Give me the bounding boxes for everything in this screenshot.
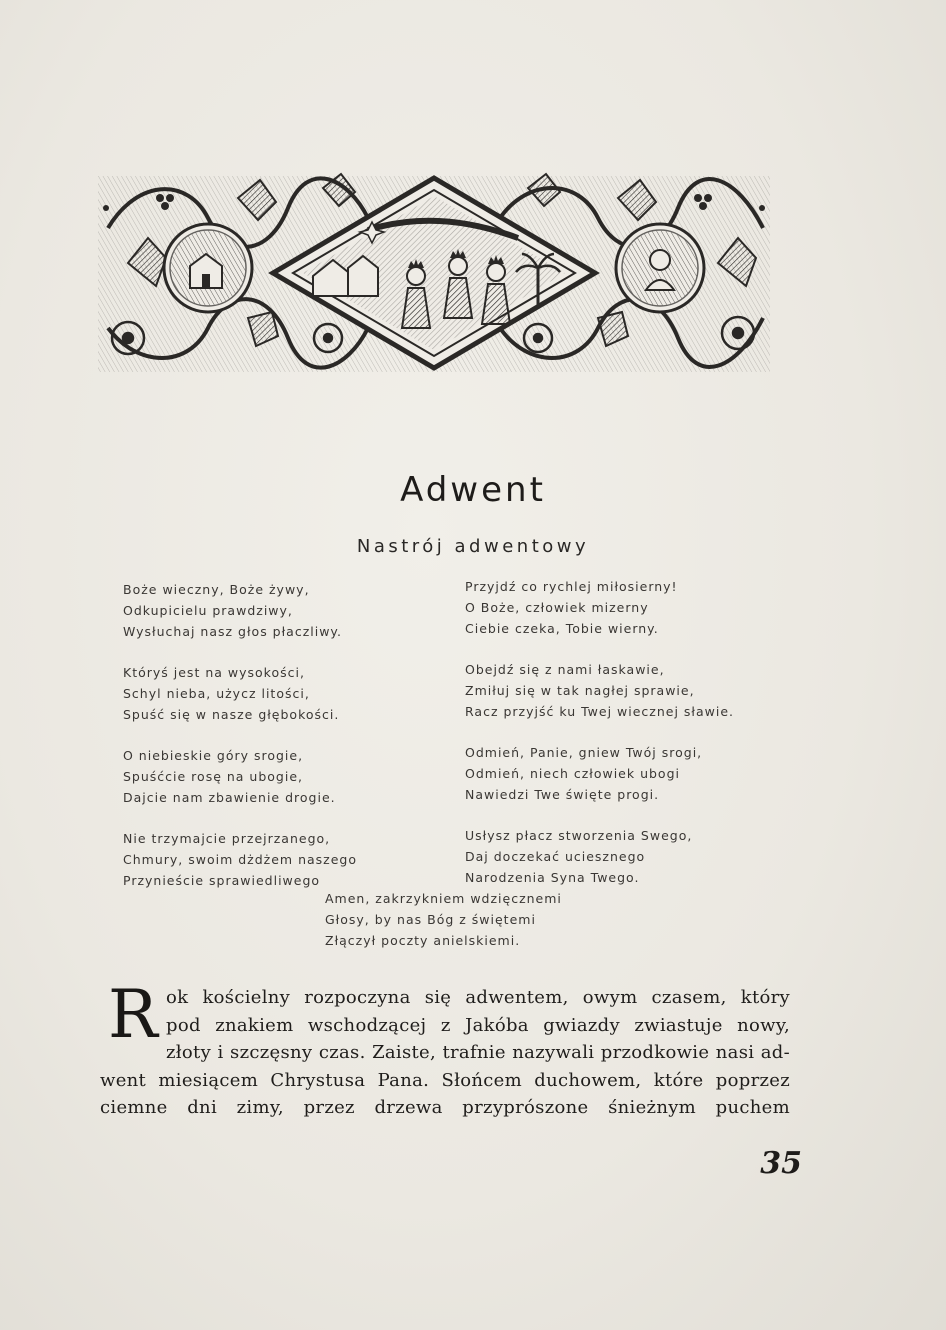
poem-stanza [465,576,785,639]
poem-stanza [465,825,785,888]
poem-line: Odmień, Panie, gniew Twój srogi, [465,745,703,760]
poem-line: Ciebie czeka, Tobie wierny. [465,621,659,636]
poem-line: Usłysz płacz stworzenia Swego, [465,828,693,843]
drop-cap: R [108,976,158,1053]
poem-closing-stanza [325,888,625,951]
poem-line: O Boże, człowiek mizerny [465,600,649,615]
poem-line: Boże wieczny, Boże żywy, [123,582,310,597]
prose-line: pod znakiem wschodzącej z Jakóba gwiazdy zwiastuje nowy, [166,1014,790,1036]
poem-line: Głosy, by nas Bóg z świętemi [325,912,536,927]
poem-line: Narodzenia Syna Twego. [465,870,640,885]
page-number: 35 [760,1146,802,1181]
poem-line: Któryś jest na wysokości, [123,665,305,680]
poem-line: Przynieście sprawiedliwego [123,873,321,888]
poem-line: Daj doczekać uciesznego [465,849,646,864]
poem-line: Odmień, niech człowiek ubogi [465,766,680,781]
prose-paragraph [100,976,790,1122]
poem-line: Wysłuchaj nasz głos płaczliwy. [123,624,343,639]
poem-line: Amen, zakrzykniem wdzięcznemi [325,891,562,906]
poem-line: Obejdź się z nami łaskawie, [465,662,665,677]
poem-stanza [465,742,785,805]
poem-stanza [123,579,443,642]
poem-line: Odkupicielu prawdziwy, [123,603,293,618]
prose-line: went miesiącem Chrystusa Pana. Słońcem duchowem, które poprzez [100,1069,790,1091]
poem-right-column [465,576,785,908]
poem-stanza [465,659,785,722]
poem-line: Zmiłuj się w tak nagłej sprawie, [465,683,695,698]
poem-line: Schyl nieba, użycz litości, [123,686,310,701]
poem-line: Spuśćcie rosę na ubogie, [123,769,304,784]
poem-line: Nie trzymajcie przejrzanego, [123,831,331,846]
poem-line: Spuść się w nasze głębokości. [123,707,340,722]
poem-line: Dajcie nam zbawienie drogie. [123,790,336,805]
chapter-title: Adwent [400,470,546,510]
poem-title: Nastrój adwentowy [356,536,590,557]
poem-line: Przyjdź co rychlej miłosierny! [465,579,678,594]
poem-line: Chmury, swoim dżdżem naszego [123,852,357,867]
poem-stanza [123,745,443,808]
poem-left-column [123,579,443,911]
prose-line: ciemne dni zimy, przez drzewa przyprószone śnieżnym puchem [100,1097,790,1118]
woodcut-vignette [98,168,770,380]
poem-line: O niebieskie góry srogie, [123,748,304,763]
prose-line: ok kościelny rozpoczyna się adwentem, owym czasem, który [166,987,790,1008]
poem-line: Nawiedzi Twe święte progi. [465,787,660,802]
poem-line: Racz przyjść ku Twej wiecznej sławie. [465,704,734,719]
poem-stanza [123,828,443,891]
poem-line: Złączył poczty anielskiemi. [325,933,521,948]
poem-stanza [123,662,443,725]
prose-line: złoty i szczęsny czas. Zaiste, trafnie nazywali przodkowie nasi ad- [166,1042,790,1063]
